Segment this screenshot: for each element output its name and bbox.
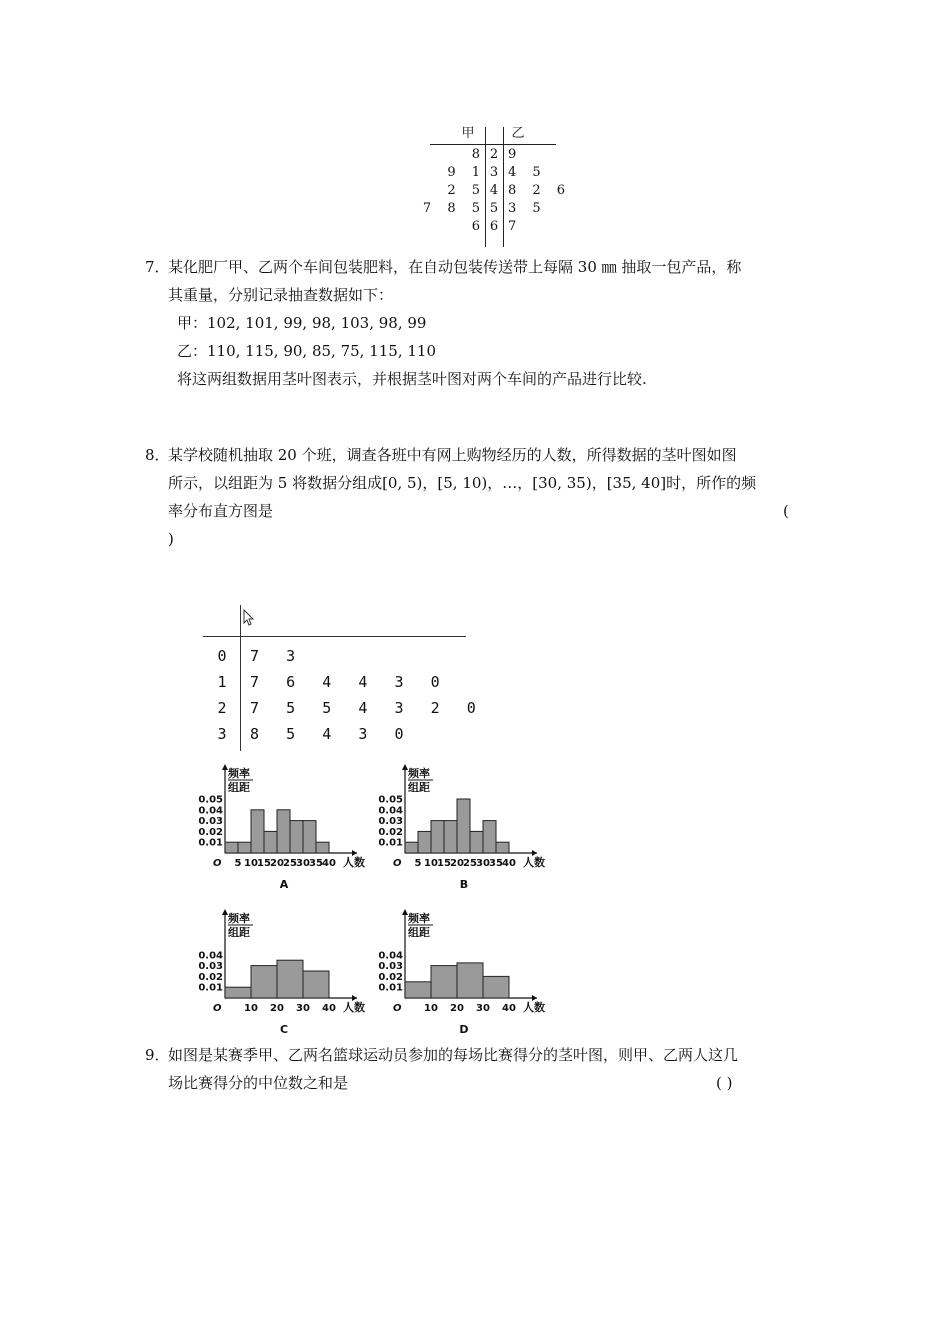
histogram-bar [316, 842, 329, 853]
y-tick-label: 0.01 [378, 837, 403, 849]
y-tick-label: 0.01 [378, 982, 403, 994]
q7-line-1: 某化肥厂甲、乙两个车间包装肥料，在自动包装传送带上每隔 30 ㎜ 抽取一包产品，称 [168, 258, 742, 276]
x-axis-label: 人数 [523, 1001, 545, 1014]
x-tick-label: 30 [476, 858, 490, 869]
x-tick-label: 30 [296, 858, 310, 869]
header-line [203, 636, 466, 637]
x-tick-label: 30 [296, 1003, 310, 1014]
histogram-bar [418, 831, 431, 853]
histogram-bar [225, 842, 238, 853]
histogram-d [375, 905, 560, 1040]
histogram-bar [444, 821, 457, 853]
row-right-leaves: 9 [508, 147, 523, 162]
y-tick-label: 0.02 [378, 826, 403, 838]
x-tick-label: 40 [502, 1003, 516, 1014]
x-tick-label: 10 [244, 1003, 258, 1014]
row-right-leaves: 3 5 [508, 201, 547, 216]
header-divider [430, 144, 556, 145]
chart-option-label: D [459, 1023, 469, 1036]
y-tick-label: 0.04 [378, 805, 403, 817]
q8-answer-paren-close: ) [168, 530, 174, 548]
q7-number: 7． [145, 258, 170, 276]
x-tick-label: 20 [270, 858, 284, 869]
histogram-bar [457, 963, 483, 998]
leaf-values: 7 3 [250, 647, 296, 665]
y-axis-label-bottom: 组距 [408, 926, 430, 939]
histogram-bar [264, 831, 277, 853]
x-tick-label: 5 [414, 858, 422, 869]
q9-number: 9． [145, 1046, 170, 1064]
stem-leaf-plot-2 [200, 605, 476, 755]
histogram-bar [290, 821, 303, 853]
leaf-values: 7 6 4 4 3 0 [250, 673, 440, 691]
row-right-leaves: 4 5 [508, 165, 547, 180]
histogram-bar [277, 960, 303, 998]
x-tick-label: 5 [234, 858, 242, 869]
origin-label: O [393, 1003, 402, 1014]
histogram-bar [431, 821, 444, 853]
q8-line-2: 所示，以组距为 5 将数据分组成[0, 5)，[5, 10)，…，[30, 35)，[35, 40]时，所作的频 [168, 474, 757, 492]
y-axis-label-top: 频率 [228, 912, 250, 925]
header-yi: 乙 [511, 126, 525, 141]
q9-answer-paren: ( ) [716, 1074, 733, 1092]
x-axis-label: 人数 [343, 856, 365, 869]
histogram-bar [405, 842, 418, 853]
q8-line-1: 某学校随机抽取 20 个班，调查各班中有网上购物经历的人数，所得数据的茎叶图如图 [168, 446, 737, 464]
q8-answer-paren-open: ( [783, 502, 789, 520]
stem-value: 0 [217, 647, 227, 665]
x-tick-label: 15 [257, 858, 271, 869]
row-left-leaves: 2 5 [447, 183, 486, 198]
stem-value: 3 [217, 725, 227, 743]
q9-line-1: 如图是某赛季甲、乙两名篮球运动员参加的每场比赛得分的茎叶图，则甲、乙两人这几 [168, 1046, 739, 1064]
x-axis-label: 人数 [343, 1001, 365, 1014]
y-axis-label-top: 频率 [228, 767, 250, 780]
histogram-bar [405, 982, 431, 998]
histogram-bar [431, 966, 457, 998]
y-axis-label-top: 频率 [408, 767, 430, 780]
row-right-leaves: 8 2 6 [508, 183, 572, 198]
x-tick-label: 40 [322, 858, 336, 869]
q9-line-2: 场比赛得分的中位数之和是 [168, 1074, 349, 1092]
y-tick-label: 0.04 [198, 950, 223, 962]
x-tick-label: 20 [270, 1003, 284, 1014]
y-axis-label-bottom: 组距 [228, 781, 250, 794]
q8-number: 8． [145, 446, 170, 464]
row-stem: 5 [489, 201, 499, 216]
stem-divider [240, 605, 241, 751]
y-tick-label: 0.04 [198, 805, 223, 817]
row-stem: 3 [489, 165, 499, 180]
y-tick-label: 0.01 [198, 982, 223, 994]
histogram-bar [483, 976, 509, 998]
q8-line-3: 率分布直方图是 [168, 502, 274, 520]
header-jia: 甲 [461, 126, 475, 141]
y-tick-label: 0.05 [198, 794, 223, 806]
histogram-bar [238, 842, 251, 853]
x-tick-label: 40 [502, 858, 516, 869]
x-tick-label: 10 [244, 858, 258, 869]
origin-label: O [213, 1003, 222, 1014]
histogram-bar [470, 831, 483, 853]
stem-right-line [503, 127, 504, 247]
stem-leaf-plot-1 [422, 123, 572, 248]
row-left-leaves: 6 [471, 219, 486, 234]
histogram-bar [303, 971, 329, 998]
stem-value: 2 [217, 699, 227, 717]
y-axis-label-top: 频率 [408, 912, 430, 925]
y-tick-label: 0.03 [198, 816, 223, 828]
histogram-bar [225, 987, 251, 998]
y-axis-label-bottom: 组距 [408, 781, 430, 794]
histogram-bar [483, 821, 496, 853]
histogram-a [195, 760, 380, 895]
row-left-leaves: 9 1 [447, 165, 486, 180]
histogram-bar [303, 821, 316, 853]
x-tick-label: 15 [437, 858, 451, 869]
histogram-bar [277, 810, 290, 853]
x-tick-label: 25 [283, 858, 297, 869]
histogram-bar [251, 810, 264, 853]
row-right-leaves: 7 [508, 219, 523, 234]
cursor-icon [243, 609, 255, 627]
leaf-values: 8 5 4 3 0 [250, 725, 404, 743]
row-left-leaves: 7 8 5 [422, 201, 486, 216]
row-stem: 4 [489, 183, 499, 198]
y-tick-label: 0.01 [198, 837, 223, 849]
x-tick-label: 10 [424, 1003, 438, 1014]
x-tick-label: 40 [322, 1003, 336, 1014]
x-tick-label: 20 [450, 1003, 464, 1014]
x-axis-label: 人数 [523, 856, 545, 869]
histogram-c [195, 905, 380, 1040]
row-left-leaves: 8 [471, 147, 486, 162]
histogram-b [375, 760, 560, 895]
chart-option-label: C [279, 1023, 289, 1036]
x-tick-label: 35 [309, 858, 323, 869]
y-tick-label: 0.03 [378, 816, 403, 828]
q7-data-jia: 甲：102, 101, 99, 98, 103, 98, 99 [177, 314, 427, 332]
chart-option-label: B [459, 878, 469, 891]
x-tick-label: 20 [450, 858, 464, 869]
y-tick-label: 0.03 [198, 961, 223, 973]
histogram-bar [496, 842, 509, 853]
q7-data-yi: 乙：110, 115, 90, 85, 75, 115, 110 [177, 342, 436, 360]
histogram-bar [457, 799, 470, 853]
row-stem: 2 [489, 147, 499, 162]
stem-value: 1 [217, 673, 227, 691]
x-tick-label: 25 [463, 858, 477, 869]
chart-option-label: A [279, 878, 289, 891]
y-tick-label: 0.02 [198, 971, 223, 983]
x-tick-label: 10 [424, 858, 438, 869]
origin-label: O [213, 858, 222, 869]
y-tick-label: 0.02 [198, 826, 223, 838]
q7-instruction: 将这两组数据用茎叶图表示，并根据茎叶图对两个车间的产品进行比较. [177, 370, 647, 388]
origin-label: O [393, 858, 402, 869]
y-tick-label: 0.03 [378, 961, 403, 973]
row-stem: 6 [489, 219, 499, 234]
q7-line-2: 其重量，分别记录抽查数据如下： [168, 286, 394, 304]
y-tick-label: 0.02 [378, 971, 403, 983]
y-axis-label-bottom: 组距 [228, 926, 250, 939]
leaf-values: 7 5 5 4 3 2 0 [250, 699, 476, 717]
histogram-bar [251, 966, 277, 998]
x-tick-label: 30 [476, 1003, 490, 1014]
y-tick-label: 0.04 [378, 950, 403, 962]
x-tick-label: 35 [489, 858, 503, 869]
y-tick-label: 0.05 [378, 794, 403, 806]
